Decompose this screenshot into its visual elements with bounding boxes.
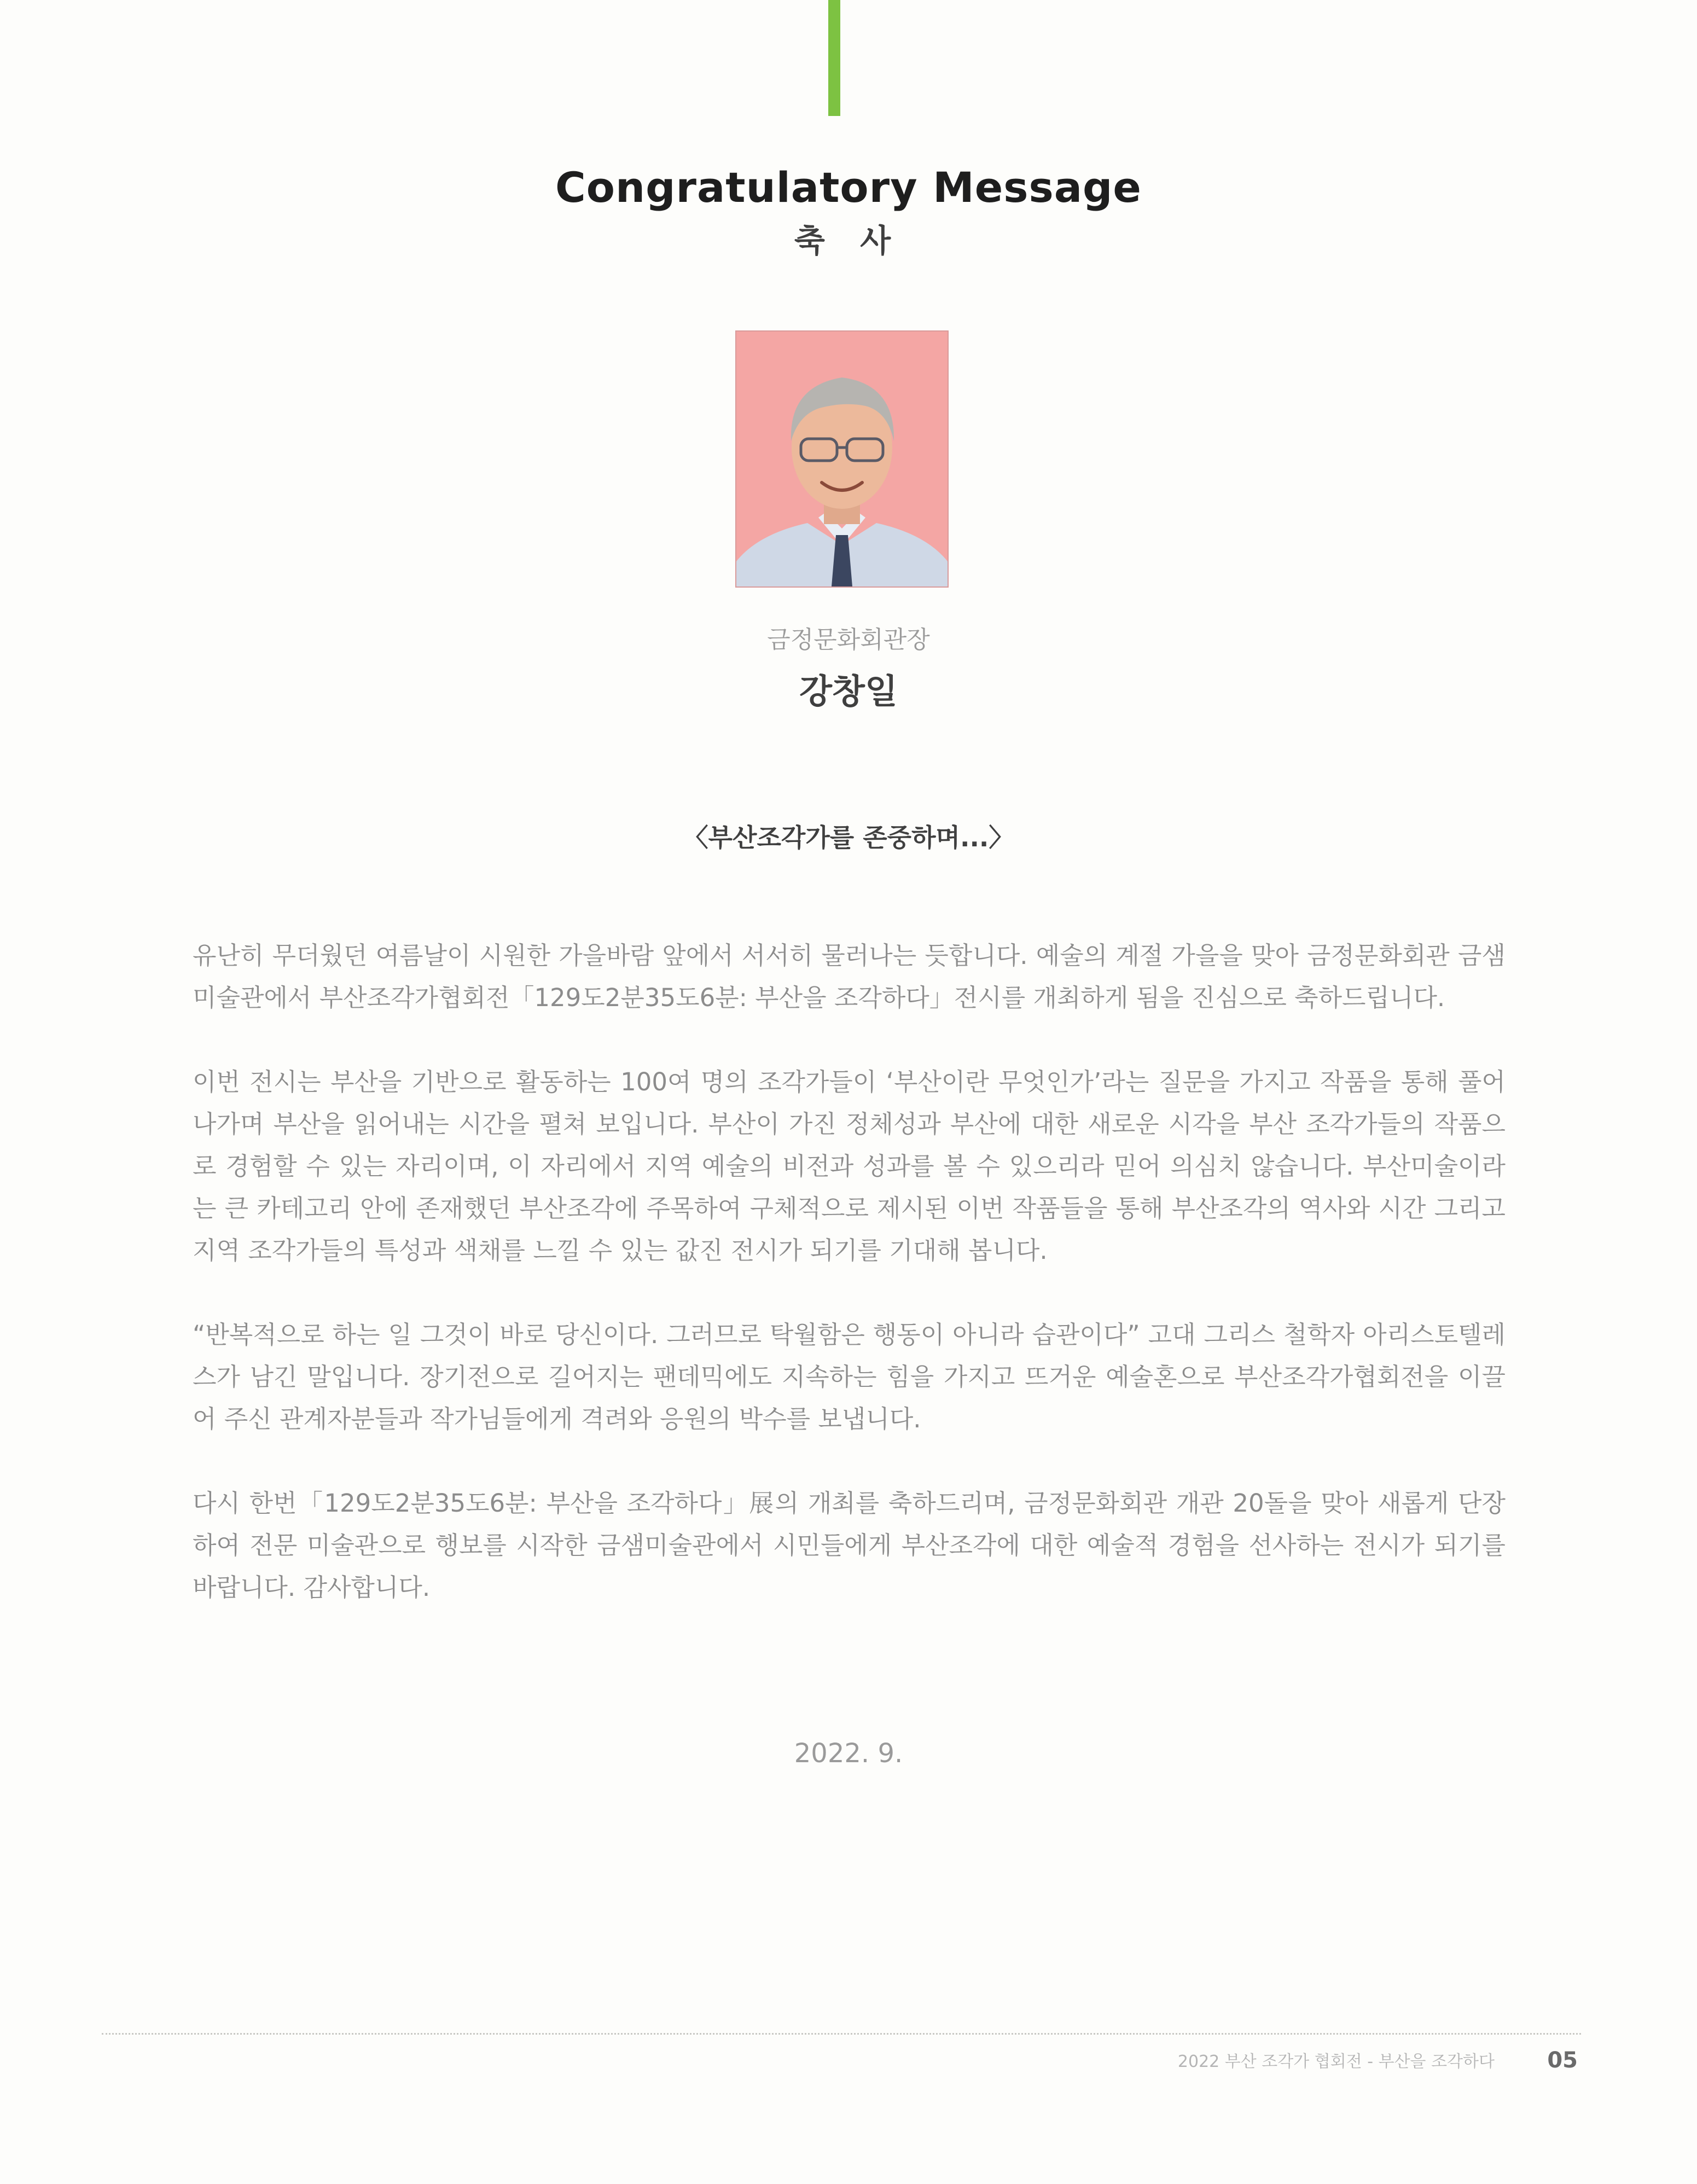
footer-publication-title: 2022 부산 조각가 협회전 - 부산을 조각하다 bbox=[1177, 2052, 1495, 2071]
message-paragraph: 유난히 무더웠던 여름날이 시원한 가을바람 앞에서 서서히 물러나는 듯합니다. 예술의 계절 가을을 맞아 금정문화회관 금샘미술관에서 부산조각가협회전「129도2분35도6분: 부산을 조각하다」전시를 개최하게 됨을 진심으로 축하드립니다. bbox=[193, 941, 1506, 1012]
message-paragraph: “반복적으로 하는 일 그것이 바로 당신이다. 그러므로 탁월함은 행동이 아니라 습관이다” 고대 그리스 철학자 아리스토텔레스가 남긴 말입니다. 장기전으로 길어지는 팬데믹에도 지속하는 힘을 가지고 뜨거운 예술혼으로 부산조각가협회전을 이끌어 주신 관계자분들과 작가님들에게 격려와 응원의 박수를 보냅니다. bbox=[193, 1320, 1506, 1433]
author-portrait bbox=[735, 330, 949, 588]
message-body bbox=[193, 934, 1506, 1651]
footer-divider bbox=[102, 2033, 1581, 2035]
accent-bar bbox=[828, 0, 840, 116]
author-name: 강창일 bbox=[799, 671, 898, 711]
message-date: 2022. 9. bbox=[794, 1738, 903, 1769]
page-subtitle: 축 사 bbox=[794, 222, 903, 259]
page-title: Congratulatory Message bbox=[555, 163, 1142, 212]
message-paragraph: 다시 한번「129도2분35도6분: 부산을 조각하다」展의 개최를 축하드리며, 금정문화회관 개관 20돌을 맞아 새롭게 단장하여 전문 미술관으로 행보를 시작한 금샘미술관에서 시민들에게 부산조각에 대한 예술적 경험을 선사하는 전시가 되기를 바랍니다. 감사합니다. bbox=[193, 1489, 1506, 1602]
message-paragraph: 이번 전시는 부산을 기반으로 활동하는 100여 명의 조각가들이 ‘부산이란 무엇인가’라는 질문을 가지고 작품을 통해 풀어나가며 부산을 읽어내는 시간을 펼쳐 보입니다. 부산이 가진 정체성과 부산에 대한 새로운 시각을 부산 조각가들의 작품으로 경험할 수 있는 자리이며, 이 자리에서 지역 예술의 비전과 성과를 볼 수 있으리라 믿어 의심치 않습니다. 부산미술이라는 큰 카테고리 안에 존재했던 부산조각에 주목하여 구체적으로 제시된 이번 작품들을 통해 부산조각의 역사와 시간 그리고 지역 조각가들의 특성과 색채를 느낄 수 있는 값진 전시가 되기를 기대해 봅니다. bbox=[193, 1067, 1506, 1265]
page-number: 05 bbox=[1547, 2048, 1578, 2073]
message-heading: 〈부산조각가를 존중하며...〉 bbox=[683, 823, 1014, 852]
author-position: 금정문화회관장 bbox=[767, 626, 930, 654]
